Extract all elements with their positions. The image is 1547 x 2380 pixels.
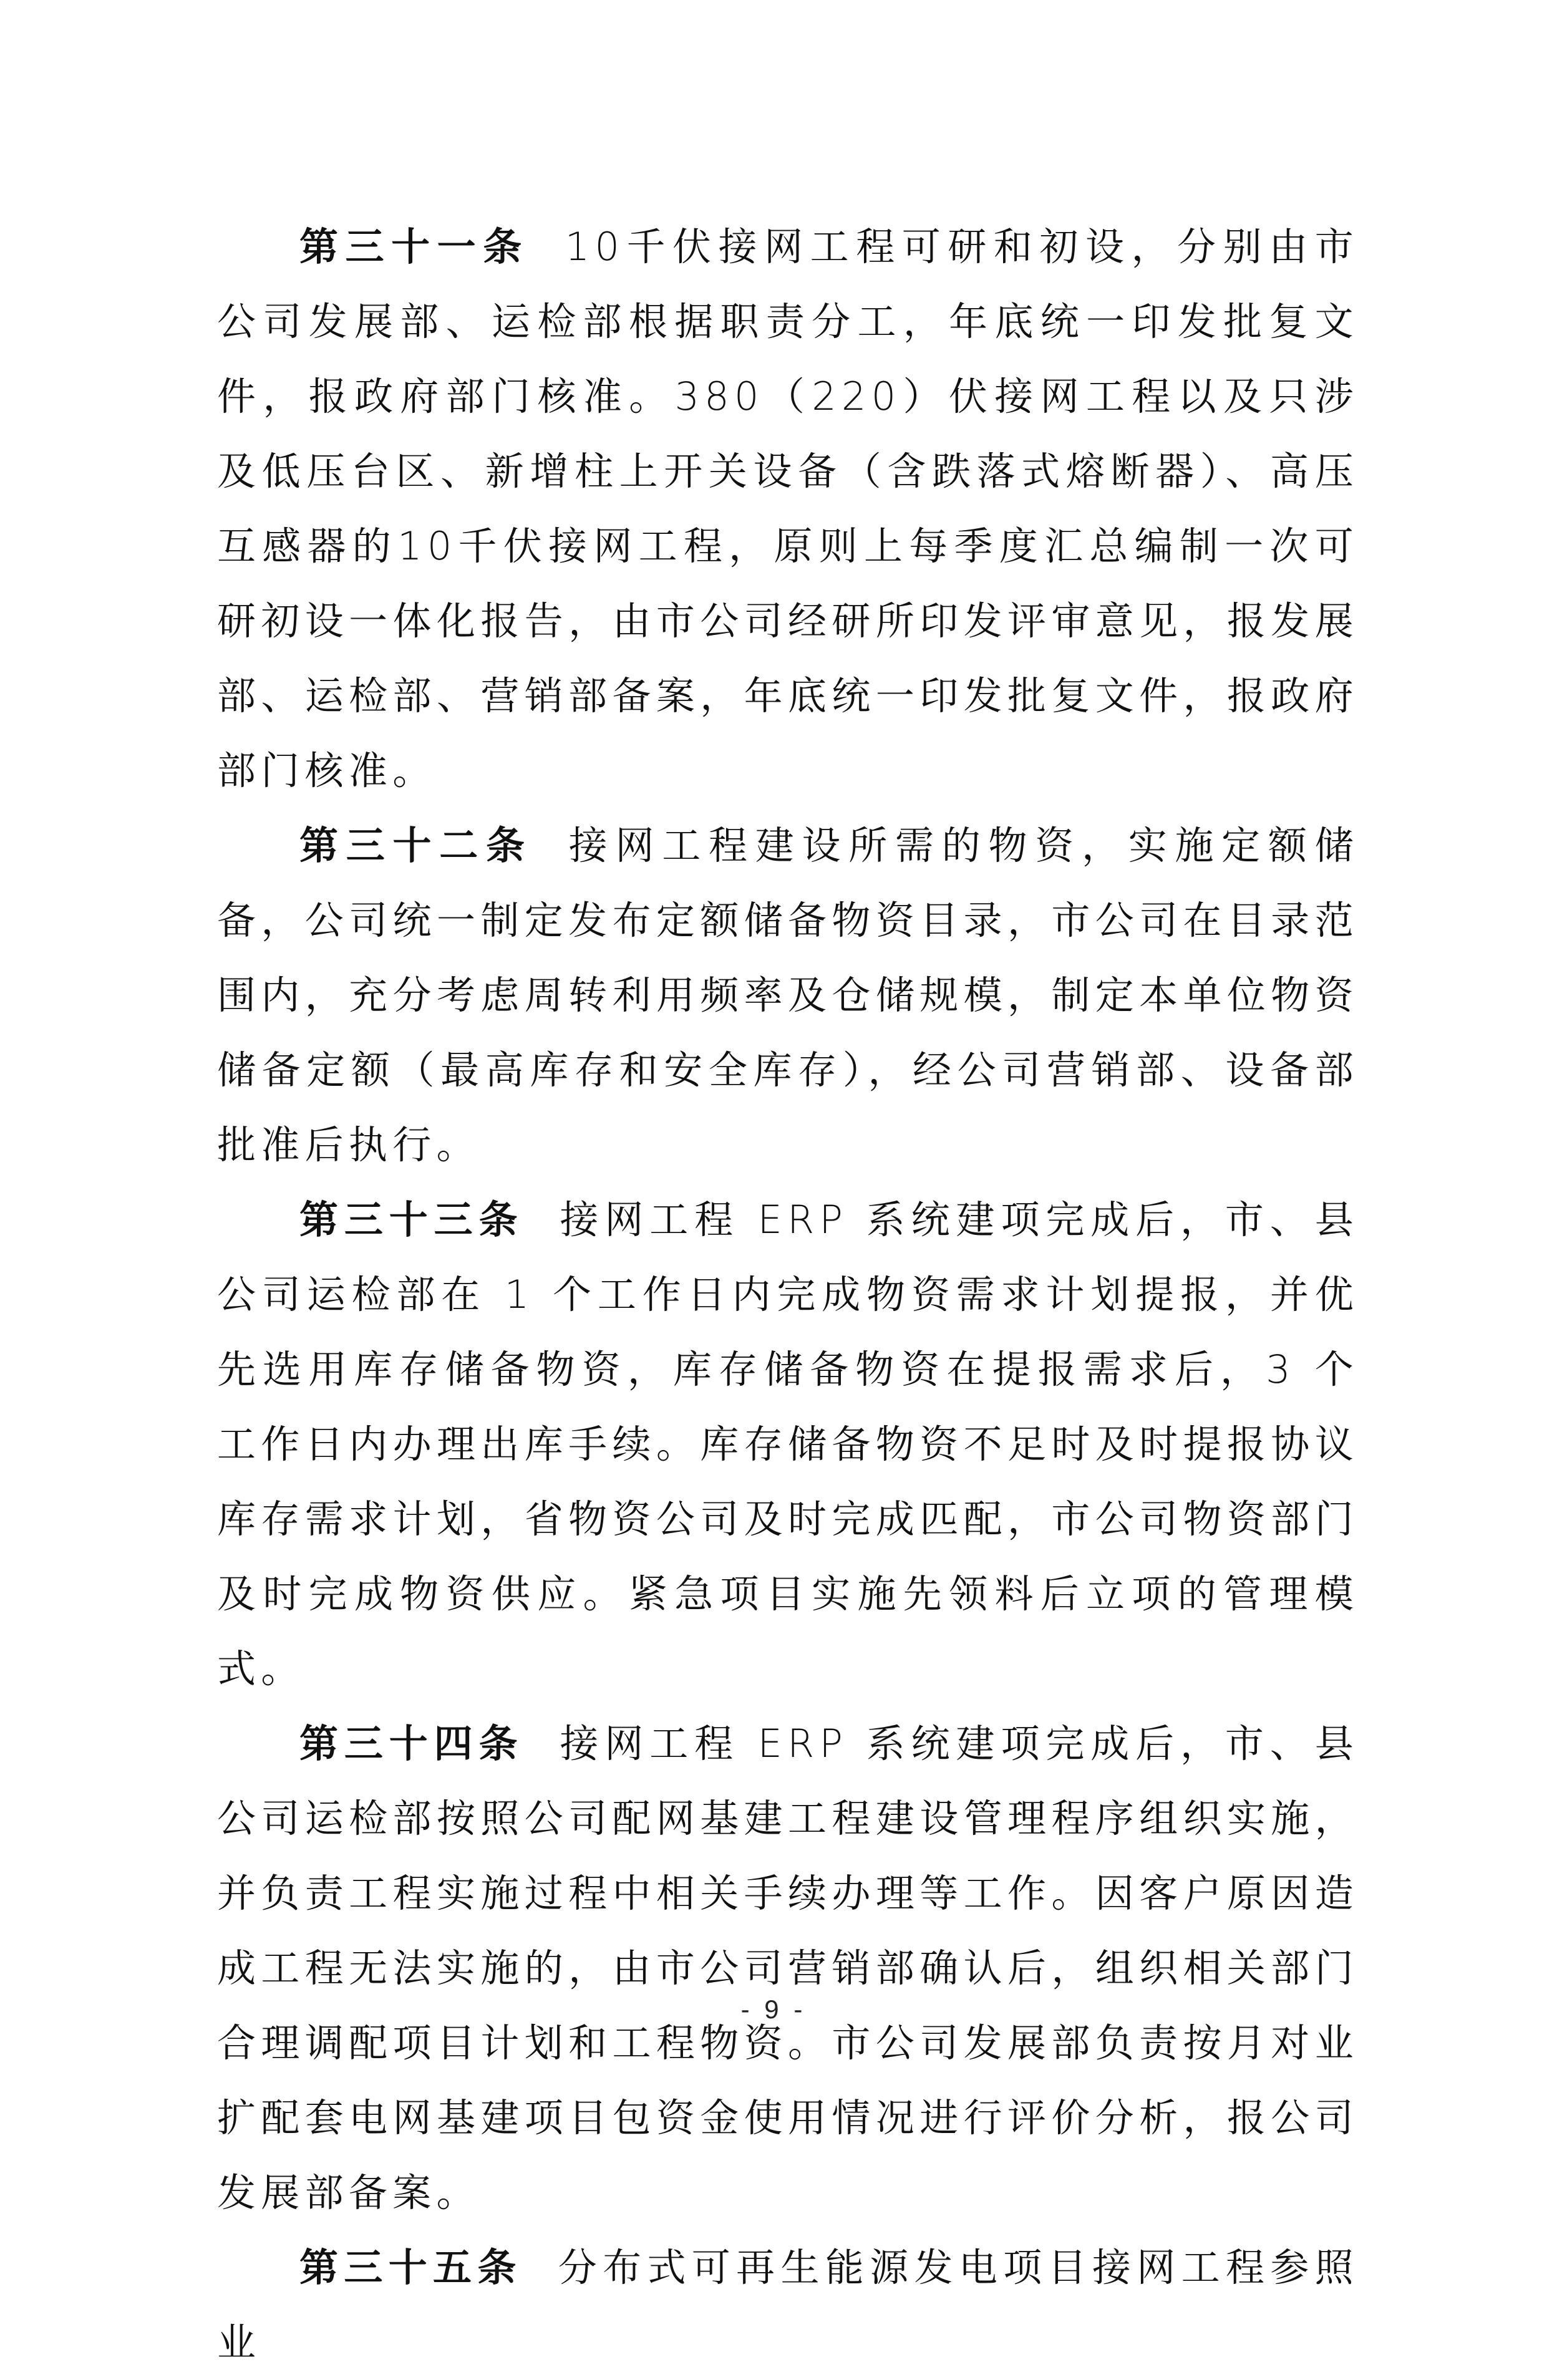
page-number: - 9 - <box>740 1995 807 2024</box>
article-text: 接网工程 ERP 系统建项完成后，市、县公司运检部按照公司配网基建工程建设管理程序组织实施，并负责工程实施过程中相关手续办理等工作。因客户原因造成工程无法实施的，由市公司营销部确认后，组织相关部门合理调配项目计划和工程物资。市公司发展部负责按月对业扩配套电网基建项目包资金使用情况进行评价分析，报公司发展部备案。 <box>217 1721 1359 2215</box>
article-32 <box>217 808 1359 1183</box>
article-33 <box>217 1183 1359 1706</box>
article-text: 接网工程 ERP 系统建项完成后，市、县公司运检部在 1 个工作日内完成物资需求计划提报，并优先选用库存储备物资，库存储备物资在提报需求后，3 个工作日内办理出库手续。库存储备物资不足时及时提报协议库存需求计划，省物资公司及时完成匹配，市公司物资部门及时完成物资供应。紧急项目实施先领料后立项的管理模式。 <box>217 1197 1359 1691</box>
article-number: 第三十二条 <box>299 823 533 868</box>
article-34 <box>217 1706 1359 2230</box>
article-number: 第三十五条 <box>299 2245 522 2290</box>
article-number: 第三十四条 <box>299 1721 524 1766</box>
article-number: 第三十三条 <box>299 1197 524 1242</box>
article-text: 接网工程建设所需的物资，实施定额储备，公司统一制定发布定额储备物资目录，市公司在目录范围内，充分考虑周转利用频率及仓储规模，制定本单位物资储备定额（最高库存和安全库存），经公司营销部、设备部批准后执行。 <box>217 823 1359 1168</box>
article-31 <box>217 210 1359 808</box>
document-body <box>217 210 1359 2380</box>
article-number: 第三十一条 <box>299 224 529 269</box>
article-text: 分布式可再生能源发电项目接网工程参照业 <box>217 2245 1359 2365</box>
article-35 <box>217 2230 1359 2380</box>
article-text: 10千伏接网工程可研和初设，分别由市公司发展部、运检部根据职责分工，年底统一印发批复文件，报政府部门核准。380（220）伏接网工程以及只涉及低压台区、新增柱上开关设备（含跌落式熔断器）、高压互感器的10千伏接网工程，原则上每季度汇总编制一次可研初设一体化报告，由市公司经研所印发评审意见，报发展部、运检部、营销部备案，年底统一印发批复文件，报政府部门核准。 <box>217 224 1359 793</box>
